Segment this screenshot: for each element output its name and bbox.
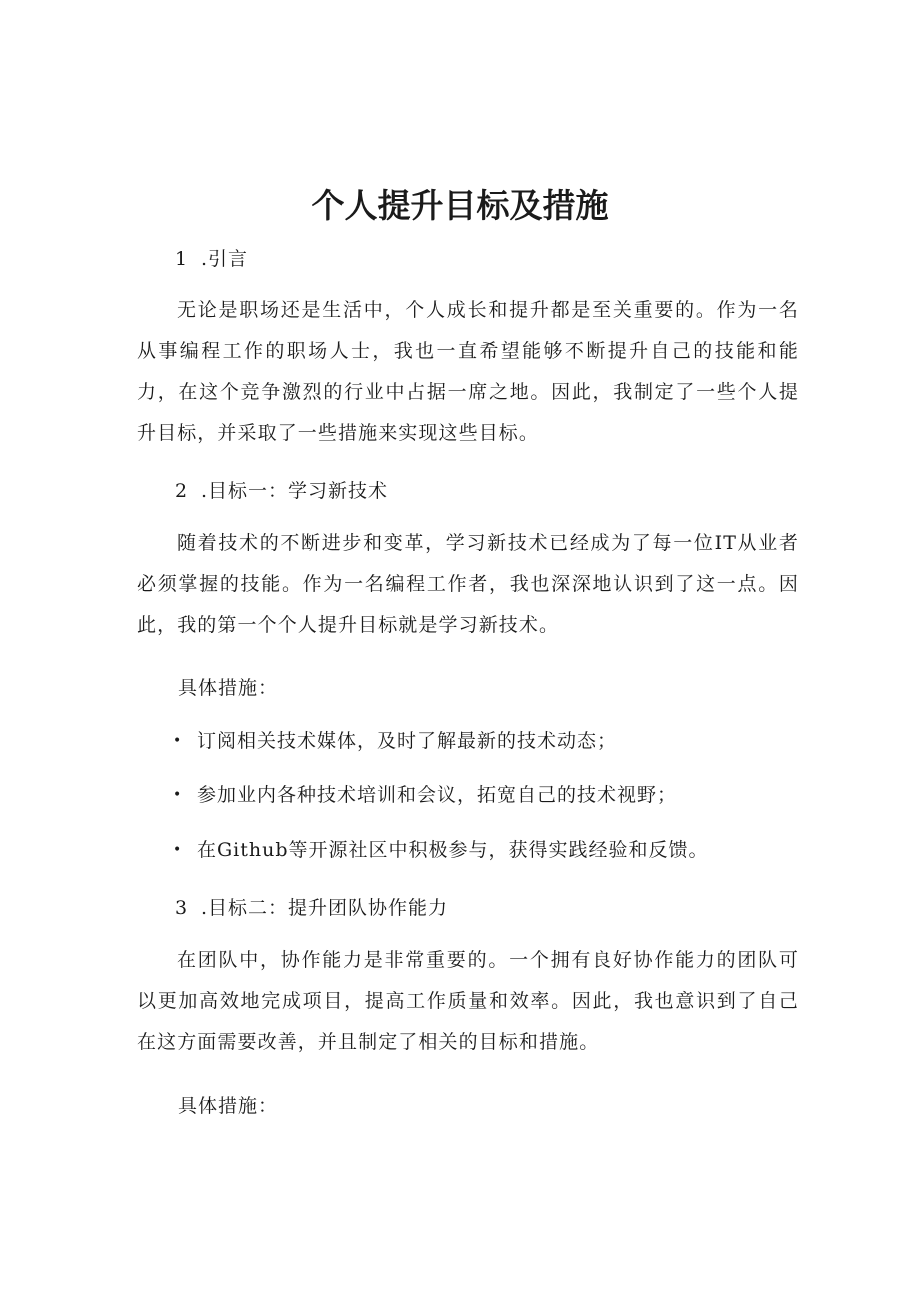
- section-title: .目标二：提升团队协作能力: [201, 897, 449, 919]
- bullet-icon: •: [173, 733, 183, 749]
- list-item: [173, 727, 617, 755]
- section-title: .引言: [201, 248, 249, 270]
- section-heading-goal-two: [175, 894, 448, 922]
- goal-two-paragraph: 在团队中，协作能力是非常重要的。一个拥有良好协作能力的团队可以更加高效地完成项目，提高工作质量和效率。因此，我也意识到了自己在这方面需要改善，并且制定了相关的目标和措施。: [137, 949, 799, 1053]
- bullet-icon: •: [173, 842, 183, 858]
- list-item-text: 参加业内各种技术培训和会议，拓宽自己的技术视野；: [197, 784, 678, 806]
- measures-label-goal-two: 具体措施：: [178, 1095, 279, 1117]
- list-item-text: 在Github等开源社区中积极参与，获得实践经验和反馈。: [197, 839, 709, 861]
- bullet-icon: •: [173, 787, 183, 803]
- measures-label-goal-one: 具体措施：: [178, 677, 279, 699]
- goal-one-paragraph: 随着技术的不断进步和变革，学习新技术已经成为了每一位IT从业者必须掌握的技能。作为一名编程工作者，我也深深地认识到了这一点。因此，我的第一个个人提升目标就是学习新技术。: [137, 532, 799, 636]
- intro-paragraph: 无论是职场还是生活中，个人成长和提升都是至关重要的。作为一名从事编程工作的职场人士，我也一直希望能够不断提升自己的技能和能力，在这个竞争激烈的行业中占据一席之地。因此，我制定了一些个人提升目标，并采取了一些措施来实现这些目标。: [137, 299, 799, 444]
- section-heading-goal-one: [175, 477, 388, 505]
- section-number: 1: [175, 248, 189, 270]
- section-number: 3: [175, 897, 189, 919]
- list-item-text: 订阅相关技术媒体，及时了解最新的技术动态；: [197, 730, 618, 752]
- section-number: 2: [175, 480, 189, 502]
- section-heading-intro: [175, 245, 248, 273]
- section-title: .目标一：学习新技术: [201, 480, 389, 502]
- document-title: 个人提升目标及措施: [311, 186, 609, 225]
- list-item: [173, 836, 709, 864]
- list-item: [173, 781, 677, 809]
